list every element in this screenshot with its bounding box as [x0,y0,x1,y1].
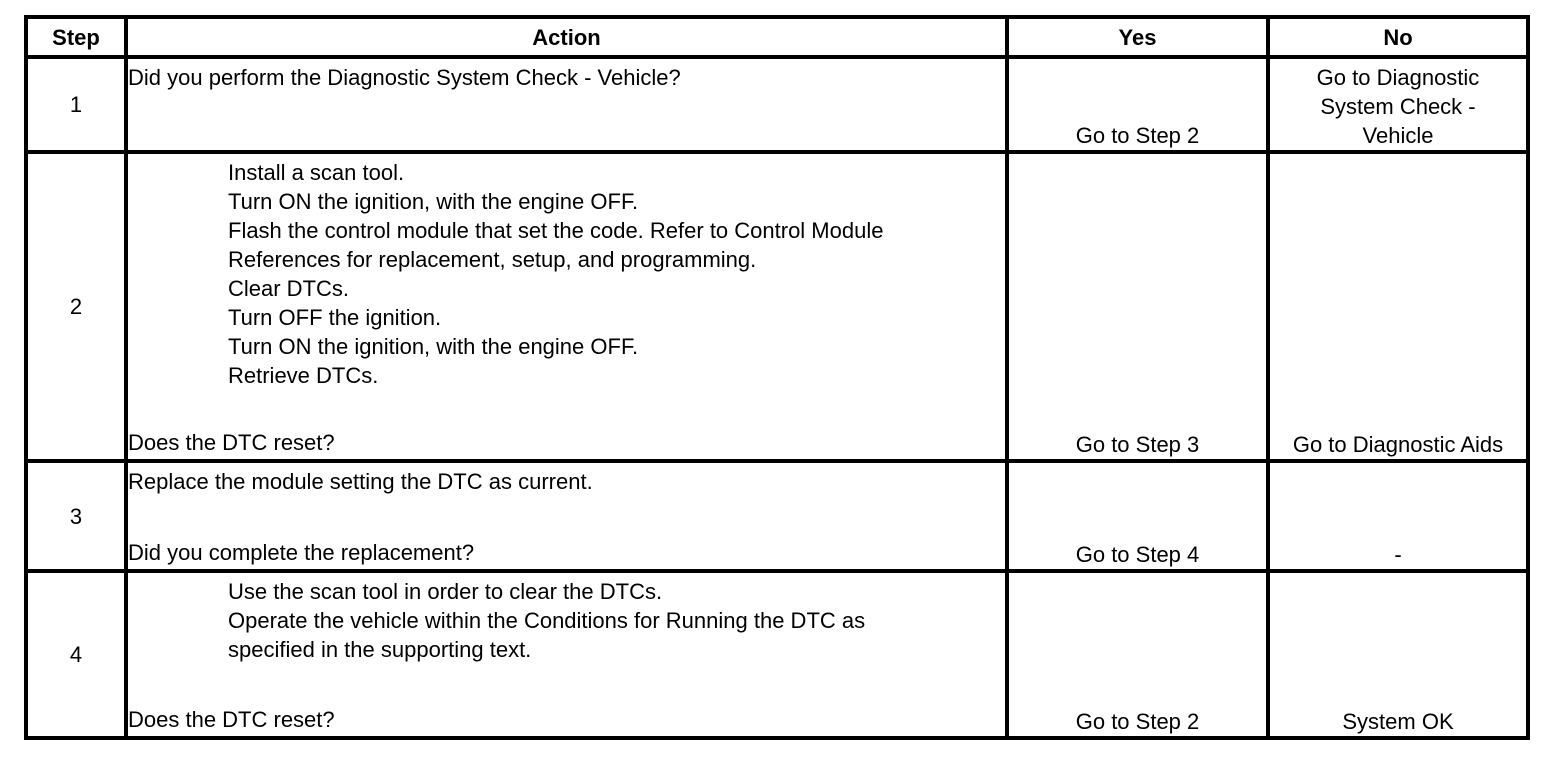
action-cell [126,461,1007,571]
yes-cell: Go to Step 4 [1007,461,1268,571]
action-line: Turn ON the ignition, with the engine OFF. [228,334,639,359]
header-no: No [1268,17,1528,57]
table-row [26,461,1528,571]
yes-cell: Go to Step 2 [1007,57,1268,152]
step-number: 2 [26,152,126,461]
question-text: Did you complete the replacement? [128,540,475,565]
action-cell [126,57,1007,152]
step-number: 4 [26,571,126,738]
action-line: Retrieve DTCs. [228,363,379,388]
yes-cell: Go to Step 3 [1007,152,1268,461]
action-line: Operate the vehicle within the Conditions for Running the DTC as [228,608,866,633]
question-text: Does the DTC reset? [128,707,335,732]
step-number: 1 [26,57,126,152]
action-line: References for replacement, setup, and programming. [228,247,757,272]
action-line: Install a scan tool. [228,160,405,185]
header-yes: Yes [1007,17,1268,57]
no-cell [1268,57,1528,152]
question-text: Does the DTC reset? [128,430,335,455]
action-line: Turn OFF the ignition. [228,305,442,330]
header-step: Step [26,17,126,57]
diagnostic-table [24,15,1530,740]
yes-cell: Go to Step 2 [1007,571,1268,738]
no-line: Vehicle [1362,123,1434,148]
no-cell: Go to Diagnostic Aids [1268,152,1528,461]
table-row [26,152,1528,461]
action-line: Replace the module setting the DTC as current. [128,469,593,494]
header-action: Action [126,17,1007,57]
action-steps [128,158,1005,390]
action-line: Clear DTCs. [228,276,350,301]
action-cell [126,152,1007,461]
no-line: System Check - [1320,94,1476,119]
action-cell [126,571,1007,738]
header-row [26,17,1528,57]
table-row [26,57,1528,152]
table-row [26,571,1528,738]
action-line: Flash the control module that set the code. Refer to Control Module [228,218,884,243]
question-text: Did you perform the Diagnostic System Check - Vehicle? [128,65,681,90]
no-cell: System OK [1268,571,1528,738]
no-line: Go to Diagnostic [1316,65,1480,90]
action-line: Turn ON the ignition, with the engine OFF. [228,189,639,214]
no-cell: - [1268,461,1528,571]
action-line: specified in the supporting text. [228,637,532,662]
step-number: 3 [26,461,126,571]
action-line: Use the scan tool in order to clear the DTCs. [228,579,663,604]
action-steps [128,577,1005,664]
